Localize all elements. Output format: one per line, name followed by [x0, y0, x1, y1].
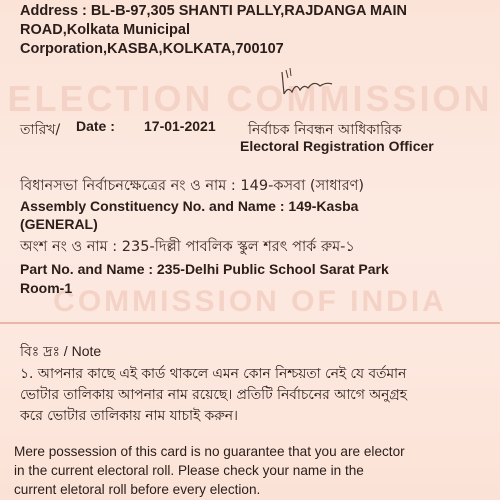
divider: [0, 322, 500, 324]
note-bn: [20, 364, 488, 427]
constituency-value: 149-Kasba: [288, 198, 359, 214]
note-bn-line-1: ১. আপনার কাছে এই কার্ড থাকলে এমন কোন নিশ্চয়তা নেই যে বর্তমান: [20, 366, 407, 382]
watermark-top: ELECTION COMMISSION: [7, 78, 493, 119]
constituency-category: (GENERAL): [20, 216, 98, 232]
address-line-2: ROAD,Kolkata Municipal: [20, 22, 190, 38]
address-value-1: BL-B-97,305 SHANTI PALLY,RAJDANGA MAIN: [90, 3, 408, 19]
address-label: Address :: [20, 3, 87, 19]
officer-signature: [276, 64, 336, 100]
date-label: Date :: [76, 118, 115, 134]
note-en-line-3: current eletoral roll before every election.: [14, 482, 261, 497]
part-value: 235-Delhi Public School Sarat Park: [156, 261, 389, 277]
note-bn-line-3: করে ভোটার তালিকায় নাম যাচাই করুন।: [20, 408, 238, 424]
address-line-3: Corporation,KASBA,KOLKATA,700107: [20, 41, 284, 57]
note-en: [14, 442, 488, 499]
part-label: Part No. and Name :: [20, 261, 154, 277]
note-en-line-2: in the current electoral roll. Please check your name in the: [14, 463, 364, 478]
officer-title-bn: নির্বাচক নিবন্ধন আধিকারিক: [248, 122, 402, 138]
note-en-line-1: Mere possession of this card is no guarantee that you are elector: [14, 444, 405, 459]
note-heading: বিঃ দ্রঃ / Note: [20, 343, 102, 359]
date-label-bn: তারিখ/: [20, 122, 61, 138]
part-en: [20, 260, 488, 298]
constituency-value-bn: 149-কসবা (সাধারণ): [240, 178, 365, 194]
part-bn: [20, 236, 488, 260]
constituency-en: [20, 197, 488, 233]
part-value-room: Room-1: [20, 280, 73, 296]
part-label-bn: অংশ নং ও নাম :: [20, 239, 118, 255]
address-block: [20, 2, 488, 59]
constituency-label: Assembly Constituency No. and Name :: [20, 198, 285, 214]
constituency-label-bn: বিধানসভা নির্বাচনক্ষেত্রের নং ও নাম :: [20, 178, 236, 194]
date-value: 17-01-2021: [144, 118, 216, 134]
officer-title: Electoral Registration Officer: [240, 138, 434, 154]
part-value-bn: 235-দিল্লী পাবলিক স্কুল শরৎ পার্ক রুম-১: [121, 239, 355, 255]
note-bn-line-2: ভোটার তালিকায় আপনার নাম রয়েছে। প্রতিটি নির্বাচনের আগে অনুগ্রহ: [20, 387, 407, 403]
address-line-1: [20, 2, 488, 21]
watermark-bottom: COMMISSION OF INDIA: [53, 285, 447, 318]
constituency-bn: [20, 175, 488, 199]
